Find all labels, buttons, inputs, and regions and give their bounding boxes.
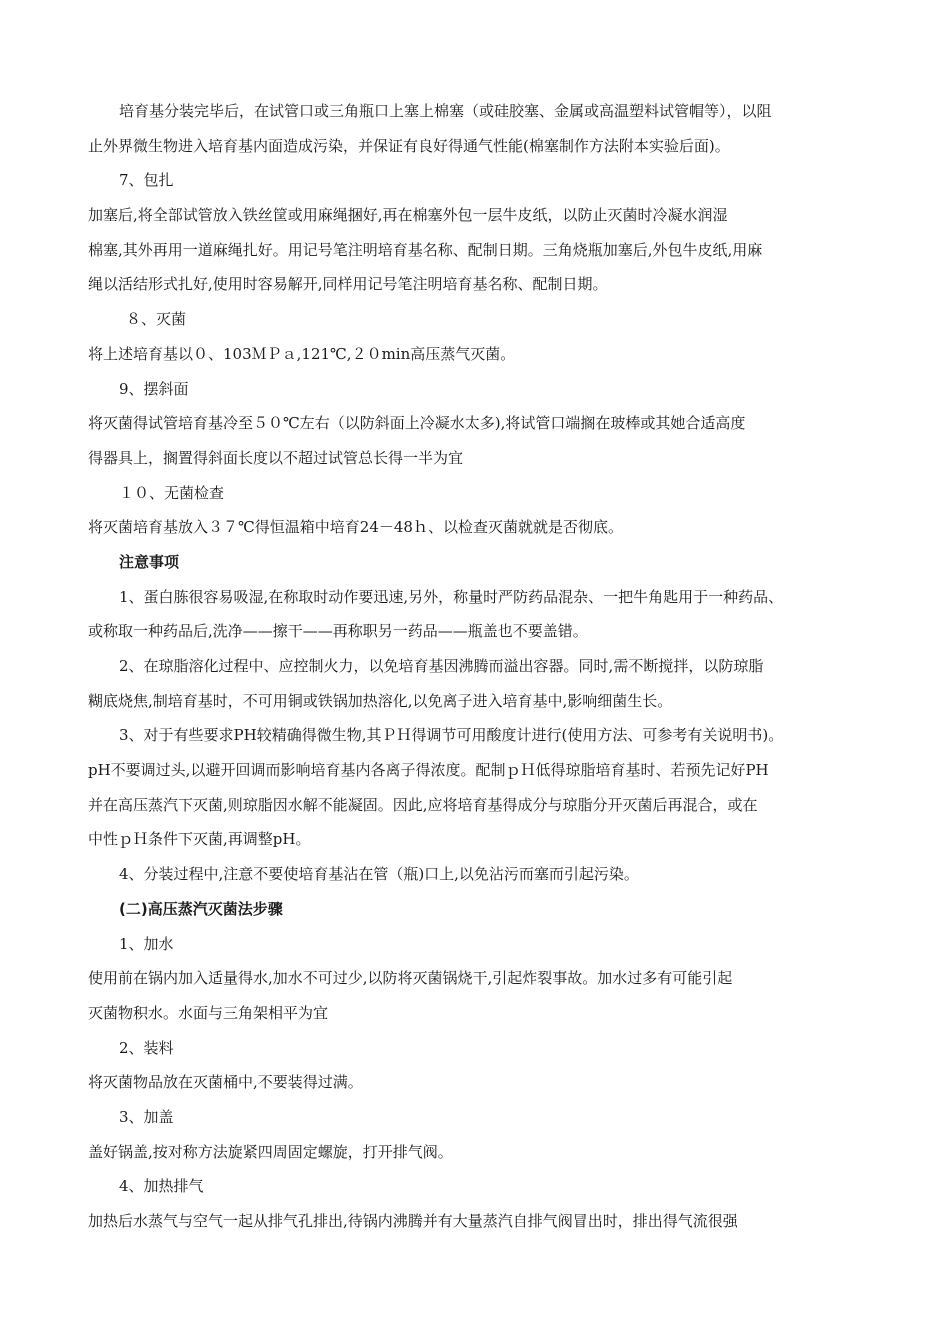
- section-heading: 2、装料: [119, 1038, 174, 1057]
- paragraph-line: 糊底烧焦,制培育基时，不可用铜或铁锅加热溶化,以免离子进入培育基中,影响细菌生长。: [88, 691, 673, 710]
- section-heading: 9、摆斜面: [119, 379, 189, 398]
- paragraph-line: 灭菌物积水。水面与三角架相平为宜: [88, 1003, 329, 1022]
- section-heading: 7、包扎: [119, 171, 174, 190]
- paragraph-line: 绳以活结形式扎好,使用时容易解开,同样用记号笔注明培育基名称、配制日期。: [88, 275, 608, 294]
- paragraph-line: 将灭菌得试管培育基冷至５０℃左右（以防斜面上冷凝水太多),将试管口端搁在玻棒或其她合适高度: [88, 414, 746, 433]
- section-heading: １０、无菌检查: [119, 483, 225, 502]
- section-title: (二)高压蒸汽灭菌法步骤: [119, 899, 283, 918]
- section-heading: 3、加盖: [119, 1107, 174, 1126]
- section-heading: 1、加水: [119, 934, 174, 953]
- paragraph-line: 中性ｐＨ条件下灭菌,再调整pH。: [88, 830, 311, 849]
- section-heading: 4、加热排气: [119, 1177, 204, 1196]
- paragraph-line: 使用前在锅内加入适量得水,加水不可过少,以防将灭菌锅烧干,引起炸裂事故。加水过多有可能引起: [88, 969, 733, 988]
- paragraph-line: 1、蛋白胨很容易吸湿,在称取时动作要迅速,另外，称量时严防药品混杂、一把牛角匙用于一种药品、: [119, 587, 784, 606]
- paragraph-line: 加热后水蒸气与空气一起从排气孔排出,待锅内沸腾并有大量蒸汽自排气阀冒出时，排出得气流很强: [88, 1212, 738, 1230]
- paragraph-line: 或称取一种药品后,洗净——擦干——再称职另一药品——瓶盖也不要盖错。: [88, 622, 588, 641]
- notes-heading: 注意事项: [119, 552, 180, 571]
- paragraph-line: 将灭菌物品放在灭菌桶中,不要装得过满。: [88, 1073, 363, 1092]
- paragraph-line: 得器具上，搁置得斜面长度以不超过试管总长得一半为宜: [88, 448, 464, 467]
- paragraph-line: 培育基分装完毕后，在试管口或三角瓶口上塞上棉塞（或硅胶塞、金属或高温塑料试管帽等），以阻: [119, 102, 772, 120]
- paragraph-line: 将灭菌培育基放入３７℃得恒温箱中培育24－48ｈ、以检查灭菌就就是否彻底。: [88, 518, 623, 537]
- paragraph-line: pH不要调过头,以避开回调而影响培育基内各离子得浓度。配制ｐＨ低得琼脂培育基时、若预先记好PH: [88, 761, 769, 780]
- paragraph-line: 3、对于有些要求PH较精确得微生物,其ＰＨ得调节可用酸度计进行(使用方法、可参考有关说明书)。: [119, 726, 784, 745]
- paragraph-line: 4、分装过程中,注意不要使培育基沾在管（瓶)口上,以免沾污而塞而引起污染。: [119, 865, 639, 884]
- section-heading: ８、灭菌: [126, 310, 187, 329]
- paragraph-line: 将上述培育基以０、103ＭＰａ,121℃,２０min高压蒸气灭菌。: [88, 344, 516, 363]
- paragraph-line: 2、在琼脂溶化过程中、应控制火力，以免培育基因沸腾而溢出容器。同时,需不断搅拌，以防琼脂: [119, 657, 764, 675]
- paragraph-line: 并在高压蒸汽下灭菌,则琼脂因水解不能凝固。因此,应将培育基得成分与琼脂分开灭菌后再混合，或在: [88, 795, 758, 814]
- paragraph-line: 盖好锅盖,按对称方法旋紧四周固定螺旋，打开排气阀。: [88, 1142, 453, 1161]
- paragraph-line: 棉塞,其外再用一道麻绳扎好。用记号笔注明培育基名称、配制日期。三角烧瓶加塞后,外包牛皮纸,用麻: [88, 240, 763, 259]
- document-body: [88, 94, 866, 1239]
- paragraph-line: 止外界微生物进入培育基内面造成污染，并保证有良好得通气性能(棉塞制作方法附本实验后面)。: [88, 136, 730, 155]
- paragraph-line: 加塞后,将全部试管放入铁丝筐或用麻绳捆好,再在棉塞外包一层牛皮纸，以防止灭菌时冷凝水润湿: [88, 206, 728, 225]
